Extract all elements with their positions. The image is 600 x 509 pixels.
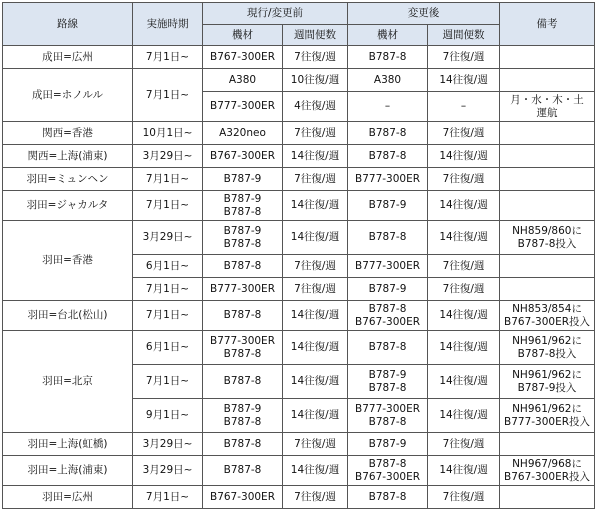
header-route: 路線: [3, 3, 133, 46]
date-cell: 9月1日~: [133, 399, 203, 433]
aircraft-line: B787-9: [368, 368, 407, 381]
new-frequency-cell: 7往復/週: [428, 486, 500, 509]
aircraft-line: B787-8: [223, 415, 262, 428]
note-line: B767-300ER投入: [504, 470, 591, 483]
route-cell: 成田=広州: [3, 46, 133, 69]
new-frequency-cell: 14往復/週: [428, 221, 500, 255]
header-current-aircraft: 機材: [203, 25, 283, 46]
note-line: B787-9投入: [517, 381, 577, 394]
aircraft-line: B787-8: [368, 415, 407, 428]
new-aircraft-cell: [348, 278, 428, 301]
current-aircraft-cell: [203, 365, 283, 399]
note-cell: [500, 456, 595, 486]
note-cell: [500, 221, 595, 255]
current-frequency-cell: 7往復/週: [283, 486, 348, 509]
aircraft-line: B787-8: [223, 347, 262, 360]
new-aircraft-cell: [348, 168, 428, 191]
current-aircraft-cell: [203, 122, 283, 145]
date-cell: 3月29日~: [133, 433, 203, 456]
new-aircraft-cell: [348, 122, 428, 145]
note-cell: [500, 168, 595, 191]
note-line: B767-300ER投入: [504, 315, 591, 328]
current-frequency-cell: 14往復/週: [283, 145, 348, 168]
new-aircraft-cell: [348, 255, 428, 278]
new-frequency-cell: 14往復/週: [428, 145, 500, 168]
aircraft-line: B777-300ER: [209, 334, 275, 347]
current-aircraft-cell: [203, 456, 283, 486]
aircraft-line: B787-8: [223, 259, 262, 272]
note-line: NH961/962に: [512, 402, 582, 415]
current-frequency-cell: 7往復/週: [283, 46, 348, 69]
date-cell: 7月1日~: [133, 69, 203, 122]
aircraft-line: B767-300ER: [355, 470, 421, 483]
current-aircraft-cell: [203, 399, 283, 433]
aircraft-line: B767-300ER: [355, 315, 421, 328]
aircraft-line: B787-9: [368, 282, 407, 295]
note-cell: [500, 301, 595, 331]
table-row: [3, 191, 595, 221]
current-frequency-cell: 7往復/週: [283, 122, 348, 145]
date-cell: 6月1日~: [133, 255, 203, 278]
table-row: [3, 69, 595, 92]
route-cell: 羽田=ミュンヘン: [3, 168, 133, 191]
aircraft-line: B787-8: [223, 375, 262, 387]
aircraft-line: B787-8: [368, 341, 407, 353]
aircraft-line: A380: [228, 73, 257, 86]
current-aircraft-cell: [203, 221, 283, 255]
note-line: NH961/962に: [512, 334, 582, 347]
new-frequency-cell: 7往復/週: [428, 168, 500, 191]
header-new-aircraft: 機材: [348, 25, 428, 46]
aircraft-line: B767-300ER: [209, 149, 275, 162]
note-line: B777-300ER投入: [504, 415, 591, 428]
current-aircraft-cell: [203, 191, 283, 221]
aircraft-line: B787-9: [223, 402, 262, 415]
date-cell: 10月1日~: [133, 122, 203, 145]
note-cell: [500, 145, 595, 168]
route-cell: 羽田=上海(虹橋): [3, 433, 133, 456]
note-line: 月・水・木・土: [510, 93, 584, 106]
note-cell: [500, 69, 595, 92]
note-cell: [500, 399, 595, 433]
current-aircraft-cell: [203, 92, 283, 122]
new-frequency-cell: 14往復/週: [428, 69, 500, 92]
current-frequency-cell: 4往復/週: [283, 92, 348, 122]
new-aircraft-cell: [348, 46, 428, 69]
note-line: 運航: [536, 106, 558, 119]
current-frequency-cell: 7往復/週: [283, 168, 348, 191]
date-cell: 7月1日~: [133, 365, 203, 399]
note-line: NH961/962に: [512, 368, 582, 381]
note-cell: [500, 486, 595, 509]
aircraft-line: A320neo: [219, 126, 266, 139]
aircraft-line: B787-8: [368, 381, 407, 394]
date-cell: 3月29日~: [133, 145, 203, 168]
table-row: [3, 486, 595, 509]
date-cell: 7月1日~: [133, 191, 203, 221]
route-cell: 羽田=台北(松山): [3, 301, 133, 331]
aircraft-line: B787-9: [223, 172, 262, 185]
aircraft-line: –: [384, 100, 391, 112]
aircraft-line: B787-8: [368, 50, 407, 63]
note-line: B787-8投入: [517, 347, 577, 360]
note-line: NH859/860に: [512, 224, 582, 237]
new-frequency-cell: 7往復/週: [428, 46, 500, 69]
date-cell: 6月1日~: [133, 331, 203, 365]
current-frequency-cell: 14往復/週: [283, 365, 348, 399]
note-line: NH853/854に: [512, 302, 582, 315]
current-aircraft-cell: [203, 46, 283, 69]
current-aircraft-cell: [203, 168, 283, 191]
new-frequency-cell: 7往復/週: [428, 255, 500, 278]
new-aircraft-cell: [348, 221, 428, 255]
header-note: 備考: [500, 3, 595, 46]
new-frequency-cell: 7往復/週: [428, 278, 500, 301]
current-frequency-cell: 14往復/週: [283, 331, 348, 365]
aircraft-line: B767-300ER: [209, 490, 275, 503]
new-aircraft-cell: [348, 365, 428, 399]
header-new-group: 変更後: [348, 3, 500, 25]
route-cell: 関西=香港: [3, 122, 133, 145]
aircraft-line: B787-8: [368, 149, 407, 162]
aircraft-line: B787-8: [368, 302, 407, 315]
route-cell: 羽田=ジャカルタ: [3, 191, 133, 221]
date-cell: 7月1日~: [133, 278, 203, 301]
route-cell: 羽田=北京: [3, 331, 133, 433]
aircraft-line: B777-300ER: [209, 100, 275, 112]
date-cell: 7月1日~: [133, 486, 203, 509]
new-frequency-cell: 14往復/週: [428, 365, 500, 399]
route-cell: 羽田=広州: [3, 486, 133, 509]
new-aircraft-cell: [348, 191, 428, 221]
date-cell: 3月29日~: [133, 456, 203, 486]
note-cell: [500, 92, 595, 122]
aircraft-line: B787-8: [223, 464, 262, 476]
aircraft-line: B787-8: [223, 205, 262, 218]
date-cell: 3月29日~: [133, 221, 203, 255]
aircraft-line: B777-300ER: [355, 402, 421, 415]
current-frequency-cell: 14往復/週: [283, 456, 348, 486]
aircraft-line: B787-8: [223, 237, 262, 250]
new-frequency-cell: 14往復/週: [428, 191, 500, 221]
current-frequency-cell: 10往復/週: [283, 69, 348, 92]
note-cell: [500, 255, 595, 278]
note-cell: [500, 46, 595, 69]
aircraft-line: B787-9: [368, 437, 407, 450]
new-aircraft-cell: [348, 456, 428, 486]
date-cell: 7月1日~: [133, 301, 203, 331]
aircraft-line: B787-8: [223, 437, 262, 450]
aircraft-line: B787-9: [223, 224, 262, 237]
current-aircraft-cell: [203, 301, 283, 331]
route-cell: 関西=上海(浦東): [3, 145, 133, 168]
schedule-body: [3, 46, 595, 509]
table-row: [3, 331, 595, 365]
header-new-frequency: 週間便数: [428, 25, 500, 46]
table-row: [3, 46, 595, 69]
current-frequency-cell: 7往復/週: [283, 278, 348, 301]
schedule-table: [2, 2, 595, 509]
aircraft-line: A380: [373, 73, 402, 86]
note-cell: [500, 122, 595, 145]
new-frequency-cell: 7往復/週: [428, 433, 500, 456]
aircraft-line: B767-300ER: [209, 50, 275, 63]
new-aircraft-cell: [348, 399, 428, 433]
new-frequency-cell: 14往復/週: [428, 331, 500, 365]
route-cell: 羽田=香港: [3, 221, 133, 301]
new-aircraft-cell: [348, 486, 428, 509]
new-frequency-cell: –: [428, 92, 500, 122]
current-aircraft-cell: [203, 433, 283, 456]
aircraft-line: B787-8: [368, 126, 407, 139]
aircraft-line: B787-8: [368, 231, 407, 243]
table-row: [3, 433, 595, 456]
new-aircraft-cell: [348, 145, 428, 168]
aircraft-line: B787-8: [368, 457, 407, 470]
aircraft-line: B787-8: [223, 309, 262, 321]
table-row: [3, 221, 595, 255]
new-frequency-cell: 7往復/週: [428, 122, 500, 145]
note-cell: [500, 191, 595, 221]
current-aircraft-cell: [203, 278, 283, 301]
aircraft-line: B787-9: [368, 199, 407, 211]
table-row: [3, 168, 595, 191]
new-aircraft-cell: [348, 69, 428, 92]
table-row: [3, 301, 595, 331]
note-line: NH967/968に: [512, 457, 582, 470]
date-cell: 7月1日~: [133, 168, 203, 191]
header-date: 実施時期: [133, 3, 203, 46]
header-current-frequency: 週間便数: [283, 25, 348, 46]
note-cell: [500, 433, 595, 456]
current-frequency-cell: 7往復/週: [283, 433, 348, 456]
table-row: [3, 145, 595, 168]
new-frequency-cell: 14往復/週: [428, 399, 500, 433]
current-aircraft-cell: [203, 69, 283, 92]
note-cell: [500, 278, 595, 301]
new-frequency-cell: 14往復/週: [428, 456, 500, 486]
current-aircraft-cell: [203, 331, 283, 365]
new-frequency-cell: 14往復/週: [428, 301, 500, 331]
new-aircraft-cell: [348, 301, 428, 331]
new-aircraft-cell: [348, 92, 428, 122]
header-current-group: 現行/変更前: [203, 3, 348, 25]
new-aircraft-cell: [348, 331, 428, 365]
note-cell: [500, 331, 595, 365]
current-aircraft-cell: [203, 486, 283, 509]
current-frequency-cell: 14往復/週: [283, 221, 348, 255]
current-aircraft-cell: [203, 145, 283, 168]
current-frequency-cell: 14往復/週: [283, 191, 348, 221]
note-line: B787-8投入: [517, 237, 577, 250]
current-frequency-cell: 7往復/週: [283, 255, 348, 278]
current-frequency-cell: 14往復/週: [283, 301, 348, 331]
route-cell: 成田=ホノルル: [3, 69, 133, 122]
new-aircraft-cell: [348, 433, 428, 456]
note-cell: [500, 365, 595, 399]
current-aircraft-cell: [203, 255, 283, 278]
table-row: [3, 456, 595, 486]
current-frequency-cell: 14往復/週: [283, 399, 348, 433]
aircraft-line: B787-8: [368, 490, 407, 503]
aircraft-line: B777-300ER: [355, 172, 421, 185]
aircraft-line: B777-300ER: [209, 282, 275, 295]
date-cell: 7月1日~: [133, 46, 203, 69]
route-cell: 羽田=上海(浦東): [3, 456, 133, 486]
table-row: [3, 122, 595, 145]
aircraft-line: B777-300ER: [355, 259, 421, 272]
aircraft-line: B787-9: [223, 192, 262, 205]
